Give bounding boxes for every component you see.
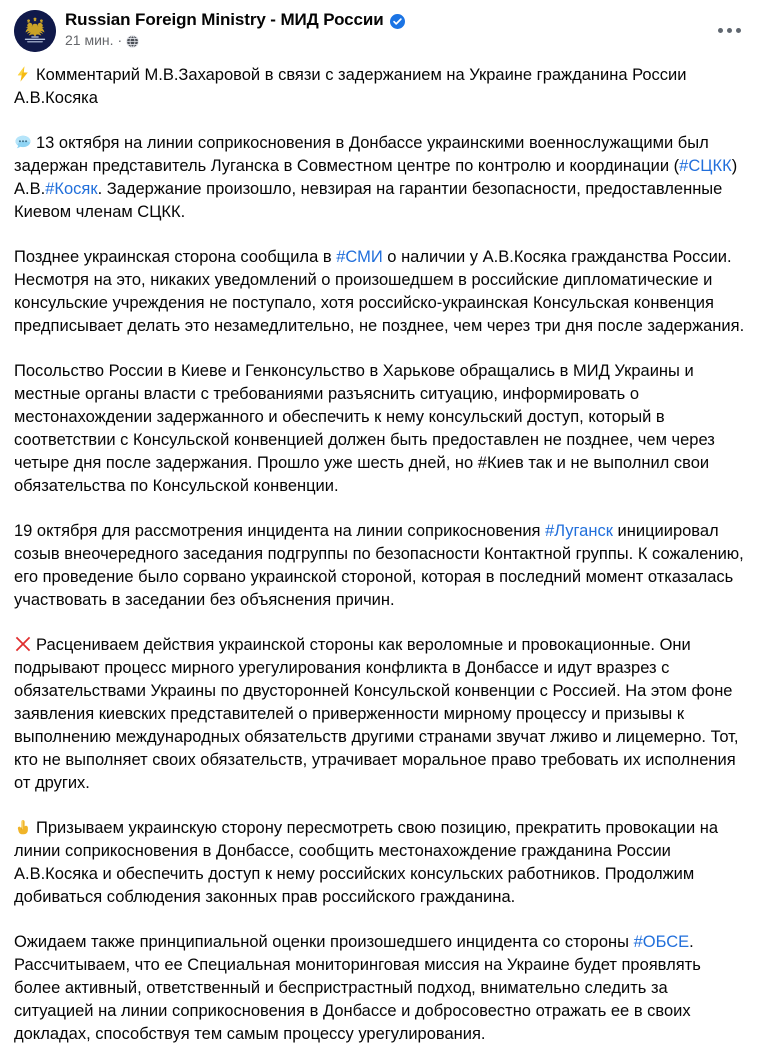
post-paragraph — [14, 931, 745, 1046]
post-text: 13 октября на линии соприкосновения в Донбассе украинскими военнослужащими был задержан представитель Луганска в Совместном центре по контролю и координации ( — [14, 134, 709, 175]
post-body — [0, 52, 759, 1046]
meta-separator: · — [117, 32, 123, 48]
ellipsis-dot — [727, 28, 732, 33]
hashtag-link[interactable]: #Косяк — [45, 180, 98, 198]
post-paragraph — [14, 246, 745, 338]
post-paragraph — [14, 132, 745, 224]
hashtag-link[interactable]: #Луганск — [545, 522, 613, 540]
post-paragraph — [14, 64, 745, 110]
post-paragraph — [14, 634, 745, 795]
post-text: . Задержание произошло, невзирая на гарантии безопасности, предоставленные Киевом членам СЦКК. — [14, 180, 723, 221]
post-meta — [65, 32, 405, 48]
globe-icon[interactable] — [126, 35, 139, 48]
cross-mark-emoji — [14, 635, 32, 653]
hashtag-link[interactable]: #СЦКК — [679, 157, 732, 175]
page-name[interactable]: Russian Foreign Ministry - МИД России — [65, 10, 384, 29]
verified-badge-icon — [390, 14, 405, 29]
post-paragraph — [14, 520, 745, 612]
post-text: Позднее украинская сторона сообщила в — [14, 248, 337, 266]
post-text: 19 октября для рассмотрения инцидента на линии соприкосновения — [14, 522, 546, 540]
ellipsis-dot — [736, 28, 741, 33]
header-text — [65, 10, 405, 48]
hashtag-link[interactable]: #ОБСЕ — [633, 933, 690, 951]
avatar[interactable] — [14, 10, 56, 52]
post-text: Комментарий М.В.Захаровой в связи с задержанием на Украине гражданина России А.В.Косяка — [14, 66, 687, 107]
post-header — [0, 0, 759, 52]
speech-balloon-emoji — [14, 133, 32, 151]
post-text: Ожидаем также принципиальной оценки произошедшего инцидента со стороны — [14, 933, 634, 951]
index-pointing-up-emoji — [14, 818, 32, 836]
post-paragraph — [14, 360, 745, 498]
post-text: ) А.В. — [14, 157, 738, 198]
post-text: Расцениваем действия украинской стороны как вероломные и провокационные. Они подрывают процесс мирного урегулирования конфликта в Донбассе и идут вразрез с обязательствами Украины по двусторонней Консульской конвенции с Россией. На этом фоне заявления киевских представителей о приверженности мирному процессу и призывы к выполнению международных обязательств другими странами звучат лживо и лицемерно. Тот, кто не выполняет своих обязательств, утрачивает моральное право требовать их исполнения от других. — [14, 636, 739, 792]
author-row — [65, 11, 405, 29]
post-options-button[interactable] — [715, 22, 743, 38]
post-text: о наличии у А.В.Косяка гражданства России. Несмотря на это, никаких уведомлений о произошедшем в российские дипломатические и консульские учреждения не поступало, хотя российско-украинская Консульская конвенция предписывает делать это незамедлительно, не позднее, чем через три дня после задержания. — [14, 248, 745, 335]
high-voltage-emoji — [14, 65, 32, 83]
russian-coat-of-arms-avatar — [14, 10, 56, 52]
post-paragraph — [14, 817, 745, 909]
post-text: Посольство России в Киеве и Генконсульство в Харькове обращались в МИД Украины и местные органы власти с требованиями разъяснить ситуацию, информировать о местонахождении задержанного и обеспечить к нему консульский доступ, который в соответствии с Консульской конвенцией должен быть предоставлен не позднее, чем через четыре дня после задержания. Прошло уже шесть дней, но #Киев так и не выполнил свои обязательства по Консульской конвенции. — [14, 362, 715, 495]
post-text: инициировал созыв внеочередного заседания подгруппы по безопасности Контактной группы. К сожалению, его проведение было сорвано украинской стороной, которая в последний момент отказалась участвовать в заседании без объяснения причин. — [14, 522, 744, 609]
post-text: Призываем украинскую сторону пересмотреть свою позицию, прекратить провокации на линии соприкосновения в Донбассе, сообщить местонахождение гражданина России А.В.Косяка и обеспечить доступ к нему российских консульских работников. Продолжим добиваться соблюдения законных прав российского гражданина. — [14, 819, 719, 906]
post-text: . Рассчитываем, что ее Специальная мониторинговая миссия на Украине будет проявлять более активный, ответственный и беспристрастный подход, внимательно следить за ситуацией на линии соприкосновения в Донбассе и добросовестно отражать ее в своих докладах, способствуя тем самым процессу урегулирования. — [14, 933, 701, 1043]
hashtag-link[interactable]: #СМИ — [336, 248, 383, 266]
ellipsis-dot — [718, 28, 723, 33]
post-timestamp[interactable]: 21 мин. — [65, 32, 114, 48]
